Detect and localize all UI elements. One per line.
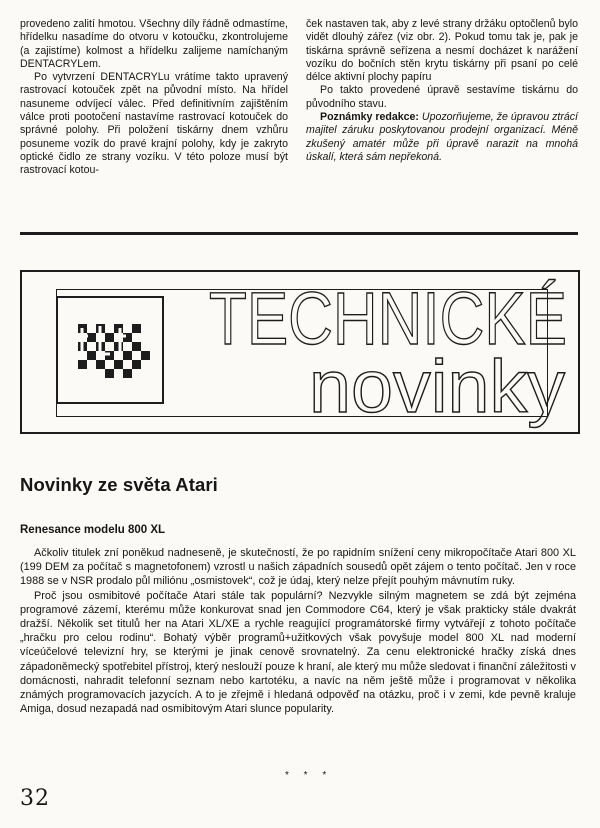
article-body [20, 546, 576, 716]
editorial-note-label: Poznámky redakce: [320, 111, 419, 124]
end-of-article-mark: * * * [285, 770, 333, 781]
left-paragraph-2: Po vytvrzení DENTACRYLu vrátíme takto upravený rastrovací kotouček zpět na původní místo. Na hřídel nasuneme odvíjecí válec. Před definitivním zajištěním válce proti pootočení nastavíme rastrovací kotouček do správné polohy. Při položení tiskárny dnem vzhůru posuneme vozík do pravé krajní polohy, kdy je zakryto optické čidlo ze strany vozíku. V této poloze musí být rastrovací kotou- [20, 71, 288, 177]
tn-logo-icon [58, 298, 162, 402]
left-paragraph-1: provedeno zalití hmotou. Všechny díly řádně odmastíme, hřídelku nasadíme do otvoru v kotoučku, zkontrolujeme (a zajistíme) kolmost a hřídelku zalijeme namíchaným DENTACRYLem. [20, 18, 288, 70]
right-paragraph-1: ček nastaven tak, aby z levé strany držáku optočlenů bylo vidět dlouhý zářez (viz obr. 2). Pokud tomu tak je, pak je tiskárna správně seřízena a nesmí docházet k narážení vozíku do bočních stěn krytu tiskárny při psaní po celé délce aktivní plochy papíru [306, 18, 578, 84]
banner-title-line-1: TECHNICKÉ [209, 277, 567, 360]
right-paragraph-2: Po takto provedené úpravě sestavíme tiskárnu do původního stavu. [306, 84, 578, 110]
article-paragraph-2: Proč jsou osmibitové počítače Atari stále tak populární? Nezvykle silným magnetem se zdá být zejména programové zázemí, kterému může konkurovat snad jen Commodore C64, který je však prakticky stále dvakrát dražší. Několik set titulů her na Atari XL/XE a rychle reagující programátorské firmy vytvářejí z tohoto počítače „hračku pro celou rodinu“. Bohatý výběr programů+užitkových však povyšuje model 800 XL nad moderní víceúčelové televizní hry, se kterými je jinak cenově srovnatelný. Za cenu elektronické hračky získá dnes západoněmecký spotřebitel přístroj, který neslouží pouze k hraní, ale který mu může sledovat i finanční záležitosti v domácnosti, nahradit telefonní seznam nebo kartotéku, a navíc na něm ještě může i programovat v několika známých programovacích jazycích. A to je zřejmě i hledaná odpověď na otázku, proč i v zemi, kde pevně kraluje Amiga, dosud nezapadá nad osmibitovým Atari slunce popularity. [20, 589, 576, 716]
tn-logo [56, 296, 164, 404]
banner-title [205, 274, 577, 428]
article-subheading: Renesance modelu 800 XL [20, 524, 166, 536]
article-paragraph-1: Ačkoliv titulek zní poněkud nadneseně, je skutečností, že po rapidním snížení ceny mikropočítače Atari 800 XL (199 DEM za počítač s magnetofonem) vzrostl u našich západních sousedů opět zájem o tento počítač. Jen v roce 1988 se v NSR prodalo půl miliónu „osmistovek“, což je údaj, který nelze přejít pouhým mávnutím ruky. [20, 547, 576, 588]
page-number: 32 [20, 786, 50, 811]
banner-title-line-2: novinky [309, 345, 565, 428]
section-divider [20, 232, 578, 235]
article-heading: Novinky ze světa Atari [20, 474, 218, 495]
editorial-note-text: Upozorňujeme, že úpravou ztrácí majitel záruku poskytovanou prodejní organizací. Méně zkušený amatér může při úpravě narazit na mnohá úskalí, která sám nepřekoná. [306, 111, 578, 163]
editorial-note [306, 111, 578, 164]
top-right-column [306, 18, 578, 164]
top-left-column [20, 18, 288, 178]
